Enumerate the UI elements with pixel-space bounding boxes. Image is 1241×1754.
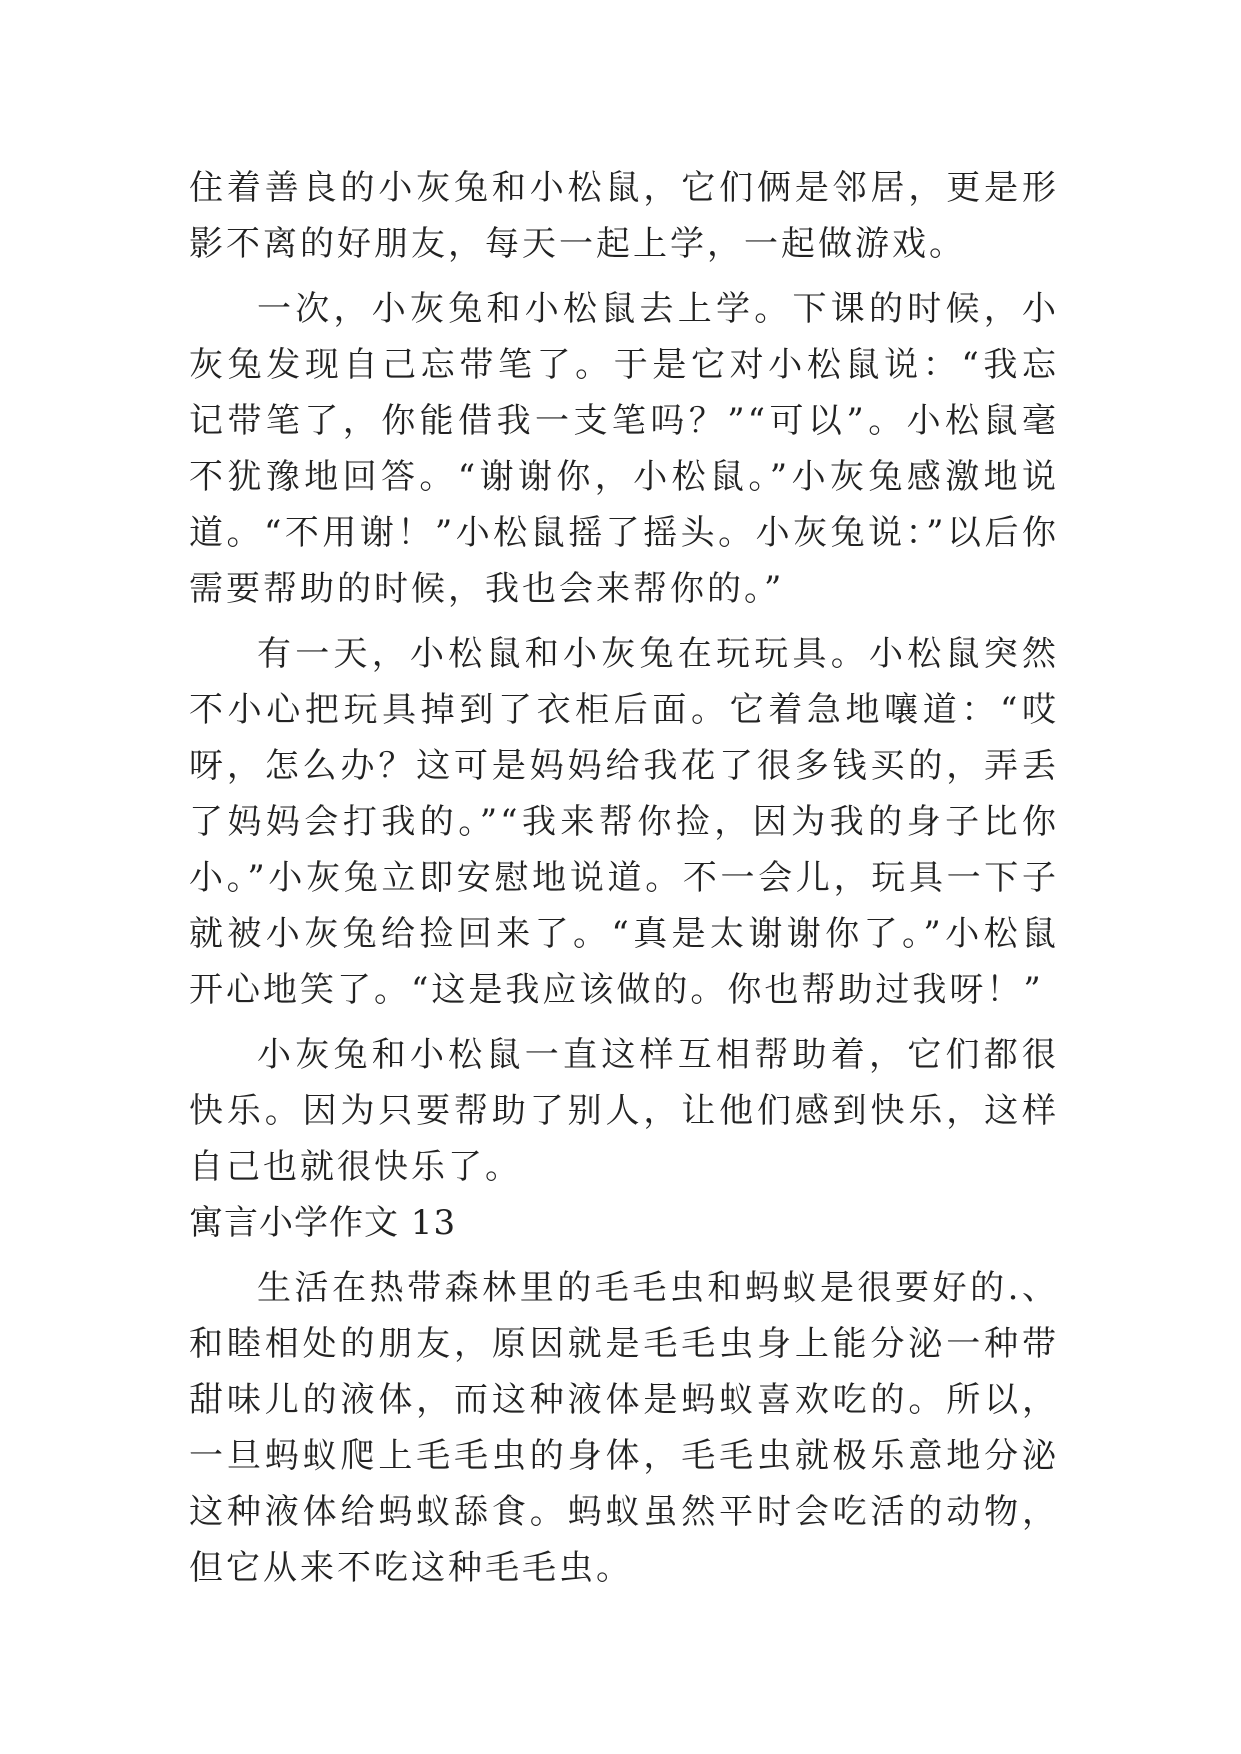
paragraph-1: 住着善良的小灰兔和小松鼠，它们俩是邻居，更是形影不离的好朋友，每天一起上学，一起做游戏。 bbox=[189, 168, 1059, 264]
paragraph-3: 有一天，小松鼠和小灰兔在玩玩具。小松鼠突然不小心把玩具掉到了衣柜后面。它着急地嚷道：“哎呀，怎么办？这可是妈妈给我花了很多钱买的，弄丢了妈妈会打我的。”“我来帮你捡，因为我的身子比你小。”小灰兔立即安慰地说道。不一会儿，玩具一下子就被小灰兔给捡回来了。“真是太谢谢你了。”小松鼠开心地笑了。“这是我应该做的。你也帮助过我呀！” bbox=[189, 634, 1059, 1010]
paragraph-5: 生活在热带森林里的毛毛虫和蚂蚁是很要好的.、和睦相处的朋友，原因就是毛毛虫身上能分泌一种带甜味儿的液体，而这种液体是蚂蚁喜欢吃的。所以，一旦蚂蚁爬上毛毛虫的身体，毛毛虫就极乐意地分泌这种液体给蚂蚁舔食。蚂蚁虽然平时会吃活的动物，但它从来不吃这种毛毛虫。 bbox=[189, 1268, 1059, 1588]
document-body bbox=[189, 160, 1059, 1605]
section-heading: 寓言小学作文 13 bbox=[189, 1203, 457, 1243]
paragraph-4: 小灰兔和小松鼠一直这样互相帮助着，它们都很快乐。因为只要帮助了别人，让他们感到快乐，这样自己也就很快乐了。 bbox=[189, 1035, 1059, 1187]
paragraph-2: 一次，小灰兔和小松鼠去上学。下课的时候，小灰兔发现自己忘带笔了。于是它对小松鼠说：“我忘记带笔了，你能借我一支笔吗？”“可以”。小松鼠毫不犹豫地回答。“谢谢你，小松鼠。”小灰兔感激地说道。“不用谢！”小松鼠摇了摇头。小灰兔说：”以后你需要帮助的时候，我也会来帮你的。” bbox=[189, 289, 1059, 609]
